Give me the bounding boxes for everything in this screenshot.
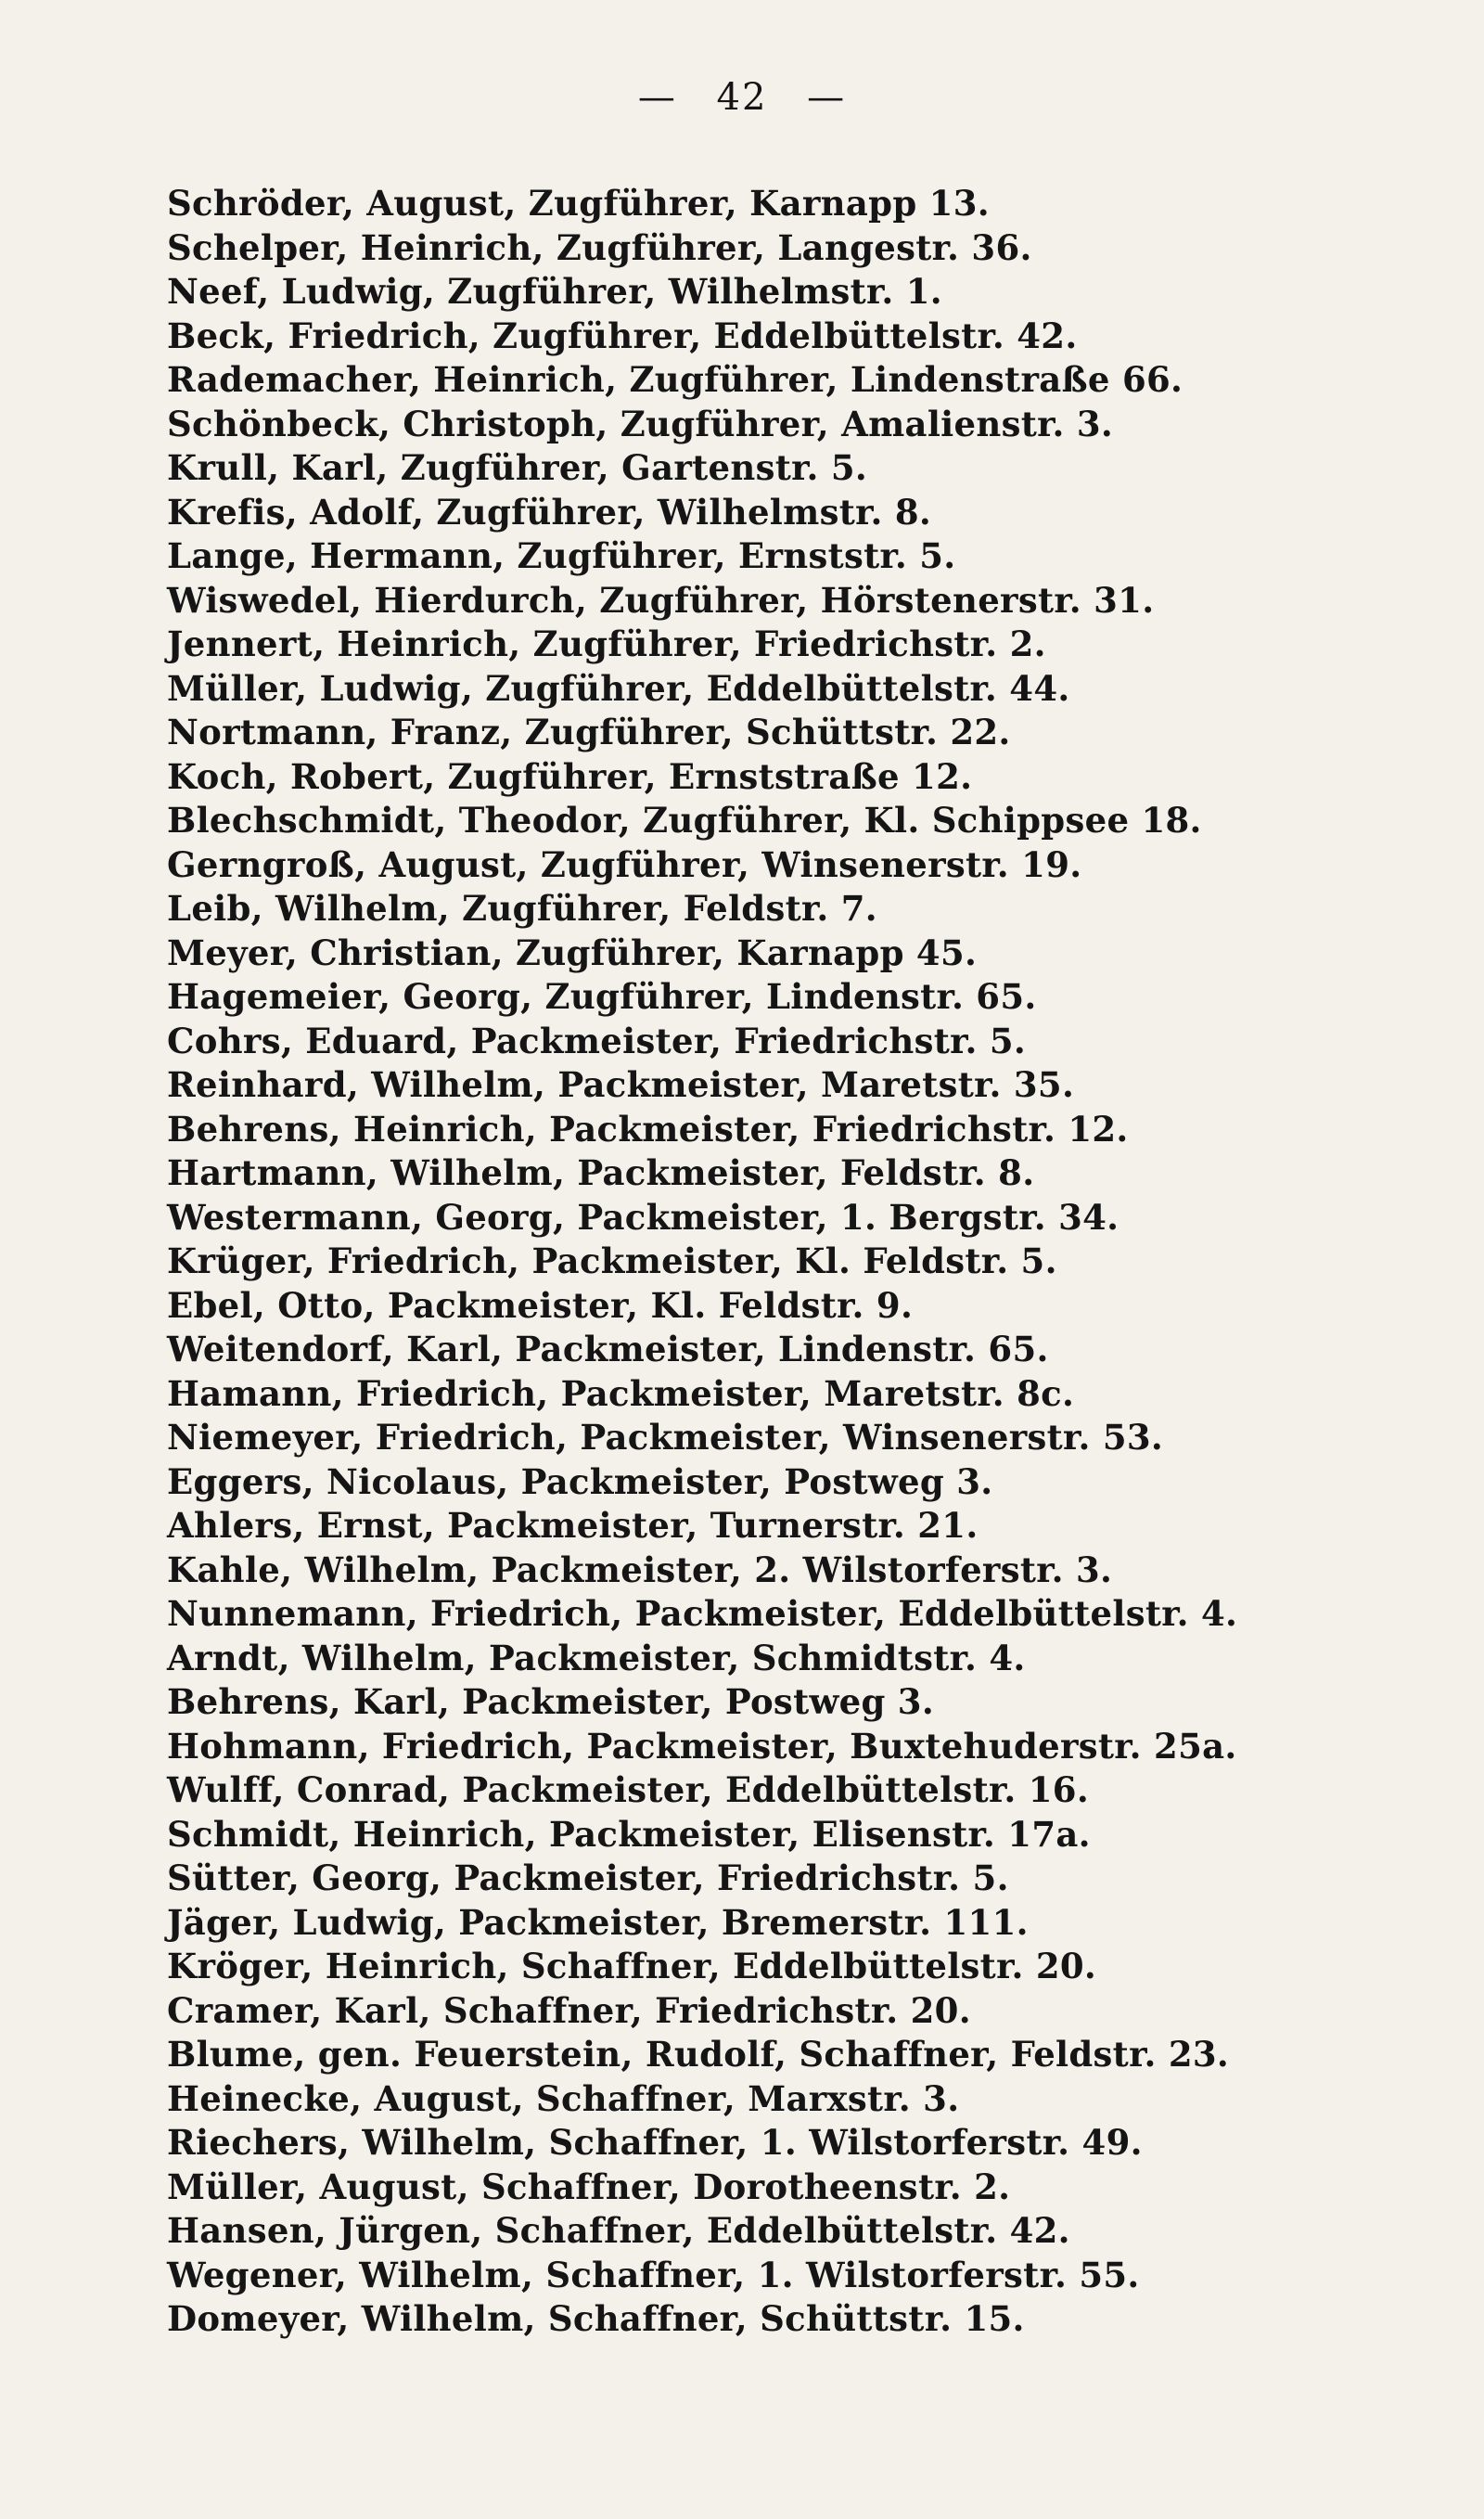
page-number-dash-right: — — [807, 76, 847, 119]
directory-entry: Nortmann, Franz, Zugführer, Schüttstr. 22. — [167, 712, 1011, 752]
directory-entry: Wiswedel, Hierdurch, Zugführer, Hörstenerstr. 31. — [167, 579, 1155, 621]
page-number-dash-left: — — [637, 76, 677, 119]
directory-entry: Beck, Friedrich, Zugführer, Eddelbüttelstr. 42. — [167, 315, 1078, 356]
directory-entry: Sütter, Georg, Packmeister, Friedrichstr. 5. — [167, 1857, 1009, 1898]
directory-entry: Gerngroß, August, Zugführer, Winsenerstr. 19. — [167, 843, 1082, 885]
directory-entry: Wegener, Wilhelm, Schaffner, 1. Wilstorferstr. 55. — [167, 2254, 1140, 2295]
directory-entry: Hartmann, Wilhelm, Packmeister, Feldstr. 8. — [167, 1152, 1035, 1193]
directory-entry: Weitendorf, Karl, Packmeister, Lindenstr. 65. — [167, 1329, 1049, 1369]
directory-entry: Ebel, Otto, Packmeister, Kl. Feldstr. 9. — [167, 1284, 914, 1326]
directory-entry: Krefis, Adolf, Zugführer, Wilhelmstr. 8. — [167, 491, 932, 533]
directory-entry: Behrens, Heinrich, Packmeister, Friedrichstr. 12. — [167, 1108, 1129, 1150]
directory-entry: Krull, Karl, Zugführer, Gartenstr. 5. — [167, 447, 868, 488]
directory-entries-list — [167, 182, 1410, 2342]
directory-entry: Kahle, Wilhelm, Packmeister, 2. Wilstorferstr. 3. — [167, 1549, 1113, 1590]
directory-entry: Schönbeck, Christoph, Zugführer, Amalienstr. 3. — [167, 403, 1114, 444]
directory-entry: Lange, Hermann, Zugführer, Ernststr. 5. — [167, 535, 956, 576]
directory-entry: Wulff, Conrad, Packmeister, Eddelbüttelstr. 16. — [167, 1769, 1090, 1810]
directory-entry: Cramer, Karl, Schaffner, Friedrichstr. 20. — [167, 1989, 971, 2031]
directory-entry: Hamann, Friedrich, Packmeister, Maretstr. 8c. — [167, 1372, 1075, 1414]
directory-entry: Blume, gen. Feuerstein, Rudolf, Schaffner, Feldstr. 23. — [167, 2034, 1230, 2075]
directory-entry: Müller, Ludwig, Zugführer, Eddelbüttelstr. 44. — [167, 667, 1070, 709]
directory-entry: Riechers, Wilhelm, Schaffner, 1. Wilstorferstr. 49. — [167, 2122, 1143, 2163]
directory-entry: Rademacher, Heinrich, Zugführer, Lindenstraße 66. — [167, 359, 1183, 400]
directory-entry: Niemeyer, Friedrich, Packmeister, Winsenerstr. 53. — [167, 1417, 1164, 1458]
directory-entry: Behrens, Karl, Packmeister, Postweg 3. — [167, 1681, 935, 1722]
directory-entry: Kröger, Heinrich, Schaffner, Eddelbüttelstr. 20. — [167, 1946, 1097, 1986]
directory-entry: Cohrs, Eduard, Packmeister, Friedrichstr. 5. — [167, 1020, 1027, 1061]
directory-entry: Leib, Wilhelm, Zugführer, Feldstr. 7. — [167, 888, 877, 929]
directory-entry: Hagemeier, Georg, Zugführer, Lindenstr. 65. — [167, 976, 1037, 1017]
directory-entry: Neef, Ludwig, Zugführer, Wilhelmstr. 1. — [167, 271, 942, 312]
directory-entry: Nunnemann, Friedrich, Packmeister, Eddelbüttelstr. 4. — [167, 1593, 1238, 1634]
directory-entry: Blechschmidt, Theodor, Zugführer, Kl. Schippsee 18. — [167, 800, 1202, 841]
directory-entry: Koch, Robert, Zugführer, Ernststraße 12. — [167, 755, 973, 797]
directory-entry: Schmidt, Heinrich, Packmeister, Elisenstr. 17a. — [167, 1813, 1091, 1855]
directory-entry: Schröder, August, Zugführer, Karnapp 13. — [167, 183, 990, 224]
directory-entry: Meyer, Christian, Zugführer, Karnapp 45. — [167, 932, 978, 973]
directory-entry: Jäger, Ludwig, Packmeister, Bremerstr. 111. — [167, 1901, 1029, 1943]
directory-entry: Arndt, Wilhelm, Packmeister, Schmidtstr. 4. — [167, 1637, 1026, 1678]
directory-entry: Reinhard, Wilhelm, Packmeister, Maretstr. 35. — [167, 1064, 1075, 1105]
directory-entry: Westermann, Georg, Packmeister, 1. Bergstr. 34. — [167, 1196, 1119, 1238]
directory-entry: Domeyer, Wilhelm, Schaffner, Schüttstr. 15. — [167, 2298, 1025, 2339]
directory-entry: Schelper, Heinrich, Zugführer, Langestr. 36. — [167, 226, 1032, 268]
page-number-header — [0, 76, 1484, 119]
page-number: 42 — [716, 76, 768, 119]
directory-entry: Hohmann, Friedrich, Packmeister, Buxtehuderstr. 25a. — [167, 1725, 1237, 1767]
directory-entry: Müller, August, Schaffner, Dorotheenstr. 2. — [167, 2166, 1011, 2207]
directory-entry: Eggers, Nicolaus, Packmeister, Postweg 3. — [167, 1460, 993, 1502]
directory-entry: Krüger, Friedrich, Packmeister, Kl. Feldstr. 5. — [167, 1240, 1057, 1281]
directory-entry: Hansen, Jürgen, Schaffner, Eddelbüttelstr. 42. — [167, 2210, 1070, 2251]
directory-entry: Heinecke, August, Schaffner, Marxstr. 3. — [167, 2077, 960, 2119]
directory-entry: Jennert, Heinrich, Zugführer, Friedrichstr. 2. — [167, 623, 1046, 664]
directory-entry: Ahlers, Ernst, Packmeister, Turnerstr. 21. — [167, 1505, 979, 1546]
